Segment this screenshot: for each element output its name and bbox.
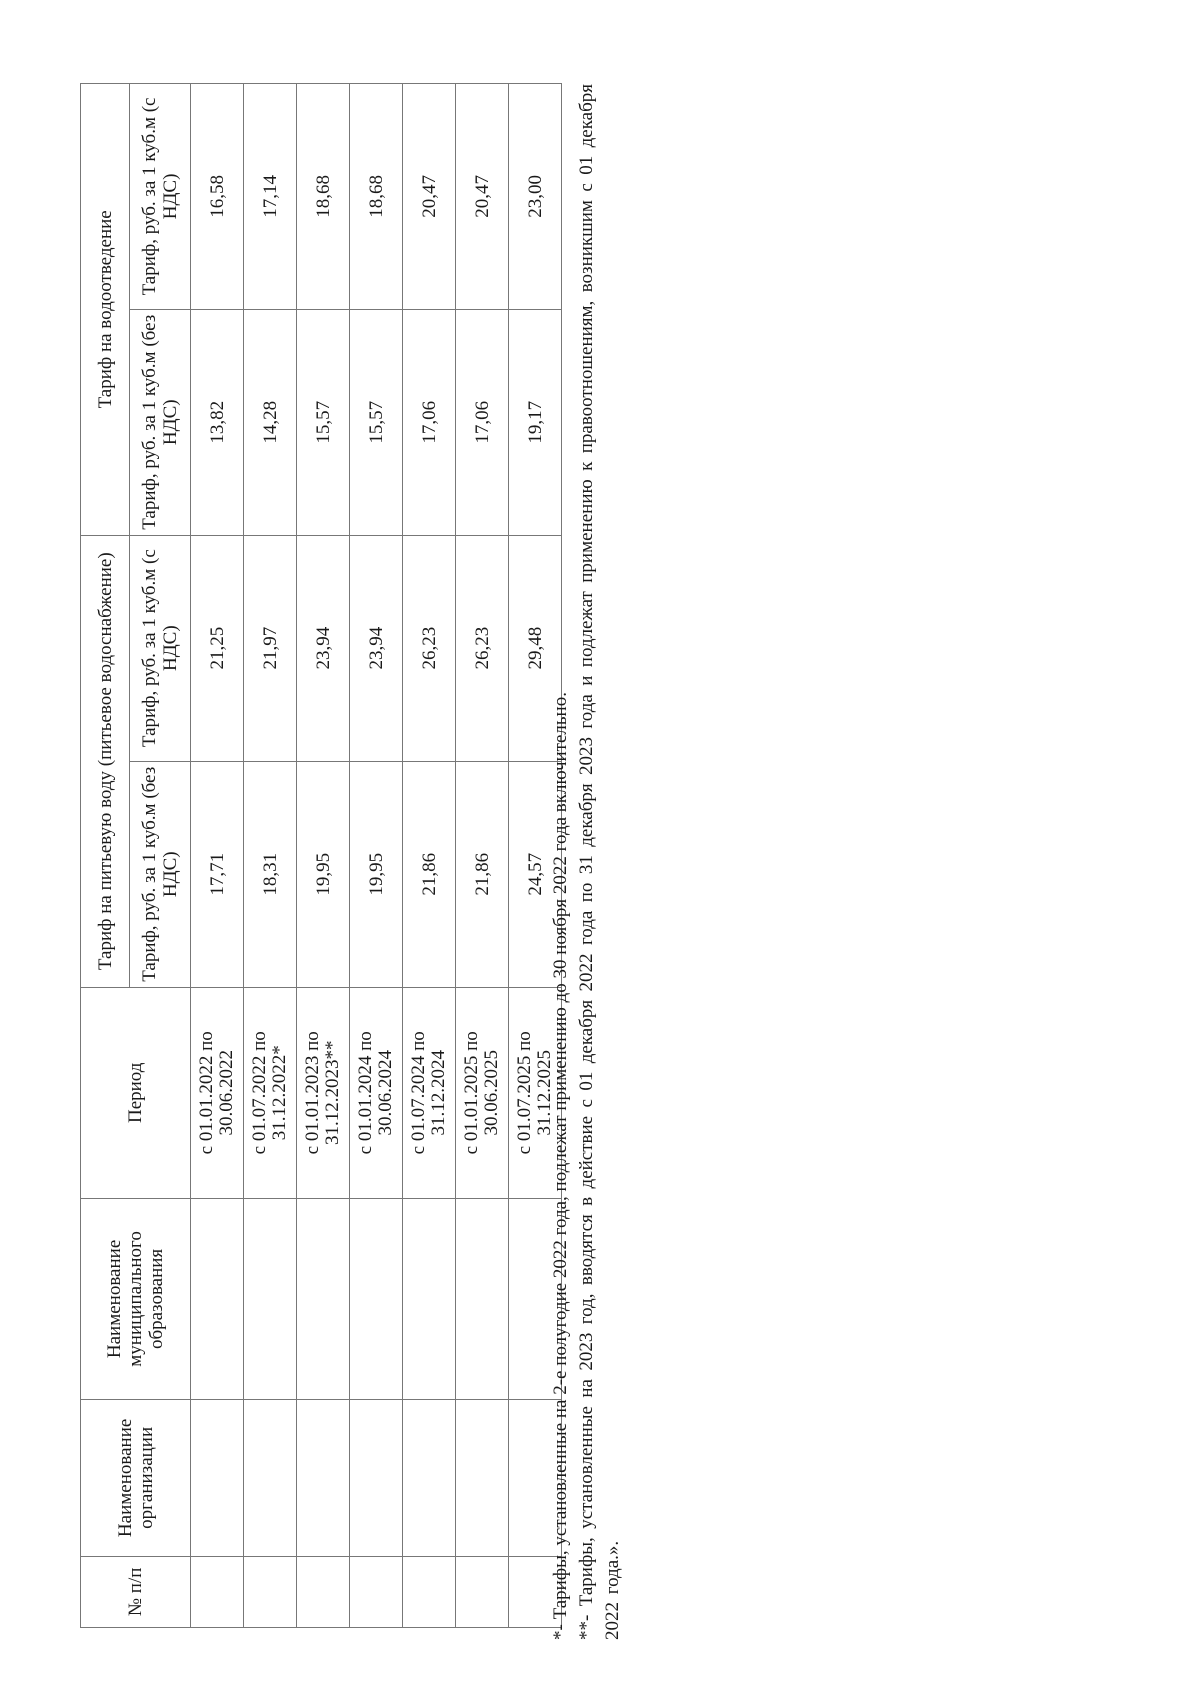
cell-water-no-vat: 21,86 bbox=[403, 761, 456, 987]
cell-water-with-vat: 26,23 bbox=[456, 535, 509, 761]
header-water-tariff: Тариф на питьевую воду (питьевое водоснабжение) bbox=[81, 535, 130, 987]
table-row bbox=[191, 84, 244, 1628]
cell-sewer-no-vat: 14,28 bbox=[244, 309, 297, 535]
table-row bbox=[244, 84, 297, 1628]
cell-period: с 01.01.2025 по 30.06.2025 bbox=[456, 987, 509, 1198]
cell-municipality bbox=[350, 1198, 403, 1399]
cell-sewer-with-vat: 16,58 bbox=[191, 84, 244, 310]
cell-sewer-no-vat: 19,17 bbox=[509, 309, 562, 535]
cell-municipality bbox=[456, 1198, 509, 1399]
cell-number bbox=[403, 1556, 456, 1627]
header-water-with-vat: Тариф, руб. за 1 куб.м (с НДС) bbox=[130, 535, 191, 761]
header-organization: Наименование организации bbox=[81, 1400, 191, 1557]
cell-period: с 01.01.2024 по 30.06.2024 bbox=[350, 987, 403, 1198]
header-sewer-no-vat: Тариф, руб. за 1 куб.м (без НДС) bbox=[130, 309, 191, 535]
header-water-no-vat: Тариф, руб. за 1 куб.м (без НДС) bbox=[130, 761, 191, 987]
footnote-2: **- Тарифы, установленные на 2023 год, вводятся в действие с 01 декабря 2022 года по 31 декабря 2023 года и подлежат применению к правоотношениям, возникшим с 01 декабря 2022 года.». bbox=[576, 84, 623, 1640]
cell-sewer-with-vat: 18,68 bbox=[350, 84, 403, 310]
cell-water-no-vat: 18,31 bbox=[244, 761, 297, 987]
cell-municipality bbox=[403, 1198, 456, 1399]
cell-period: с 01.07.2024 по 31.12.2024 bbox=[403, 987, 456, 1198]
cell-organization bbox=[403, 1400, 456, 1557]
footnote-1: *- Тарифы, установленные на 2-е полугодие 2022 года, подлежат применению до 30 ноября 2022 года включительно. bbox=[550, 692, 571, 1640]
cell-water-no-vat: 19,95 bbox=[297, 761, 350, 987]
cell-number bbox=[191, 1556, 244, 1627]
cell-sewer-no-vat: 17,06 bbox=[403, 309, 456, 535]
header-sewer-tariff: Тариф на водоотведение bbox=[81, 84, 130, 536]
cell-number bbox=[244, 1556, 297, 1627]
cell-municipality bbox=[191, 1198, 244, 1399]
cell-sewer-with-vat: 17,14 bbox=[244, 84, 297, 310]
rotated-page bbox=[80, 80, 710, 1640]
cell-municipality bbox=[244, 1198, 297, 1399]
cell-water-with-vat: 26,23 bbox=[403, 535, 456, 761]
cell-water-with-vat: 23,94 bbox=[350, 535, 403, 761]
cell-organization bbox=[456, 1400, 509, 1557]
cell-organization bbox=[244, 1400, 297, 1557]
cell-period: с 01.01.2022 по 30.06.2022 bbox=[191, 987, 244, 1198]
cell-sewer-no-vat: 13,82 bbox=[191, 309, 244, 535]
table-row bbox=[297, 84, 350, 1628]
cell-sewer-with-vat: 23,00 bbox=[509, 84, 562, 310]
table-row bbox=[350, 84, 403, 1628]
cell-water-no-vat: 21,86 bbox=[456, 761, 509, 987]
cell-sewer-with-vat: 20,47 bbox=[403, 84, 456, 310]
table-row bbox=[403, 84, 456, 1628]
cell-organization bbox=[191, 1400, 244, 1557]
cell-water-with-vat: 29,48 bbox=[509, 535, 562, 761]
table-row bbox=[456, 84, 509, 1628]
cell-period: с 01.01.2023 по 31.12.2023** bbox=[297, 987, 350, 1198]
cell-sewer-no-vat: 17,06 bbox=[456, 309, 509, 535]
cell-number bbox=[297, 1556, 350, 1627]
cell-number bbox=[350, 1556, 403, 1627]
cell-sewer-no-vat: 15,57 bbox=[297, 309, 350, 535]
cell-sewer-with-vat: 18,68 bbox=[297, 84, 350, 310]
cell-sewer-no-vat: 15,57 bbox=[350, 309, 403, 535]
cell-organization bbox=[350, 1400, 403, 1557]
cell-period: с 01.07.2025 по 31.12.2025 bbox=[509, 987, 562, 1198]
tariff-table bbox=[80, 83, 562, 1628]
header-municipality: Наименование муниципального образования bbox=[81, 1198, 191, 1399]
cell-number bbox=[456, 1556, 509, 1627]
header-period: Период bbox=[81, 987, 191, 1198]
cell-organization bbox=[297, 1400, 350, 1557]
cell-water-no-vat: 19,95 bbox=[350, 761, 403, 987]
cell-water-no-vat: 24,57 bbox=[509, 761, 562, 987]
footnotes bbox=[548, 84, 626, 1640]
cell-water-no-vat: 17,71 bbox=[191, 761, 244, 987]
cell-water-with-vat: 21,97 bbox=[244, 535, 297, 761]
header-number: № п/п bbox=[81, 1556, 191, 1627]
cell-water-with-vat: 21,25 bbox=[191, 535, 244, 761]
cell-water-with-vat: 23,94 bbox=[297, 535, 350, 761]
header-sewer-with-vat: Тариф, руб. за 1 куб.м (с НДС) bbox=[130, 84, 191, 310]
cell-municipality bbox=[297, 1198, 350, 1399]
cell-period: с 01.07.2022 по 31.12.2022* bbox=[244, 987, 297, 1198]
cell-sewer-with-vat: 20,47 bbox=[456, 84, 509, 310]
